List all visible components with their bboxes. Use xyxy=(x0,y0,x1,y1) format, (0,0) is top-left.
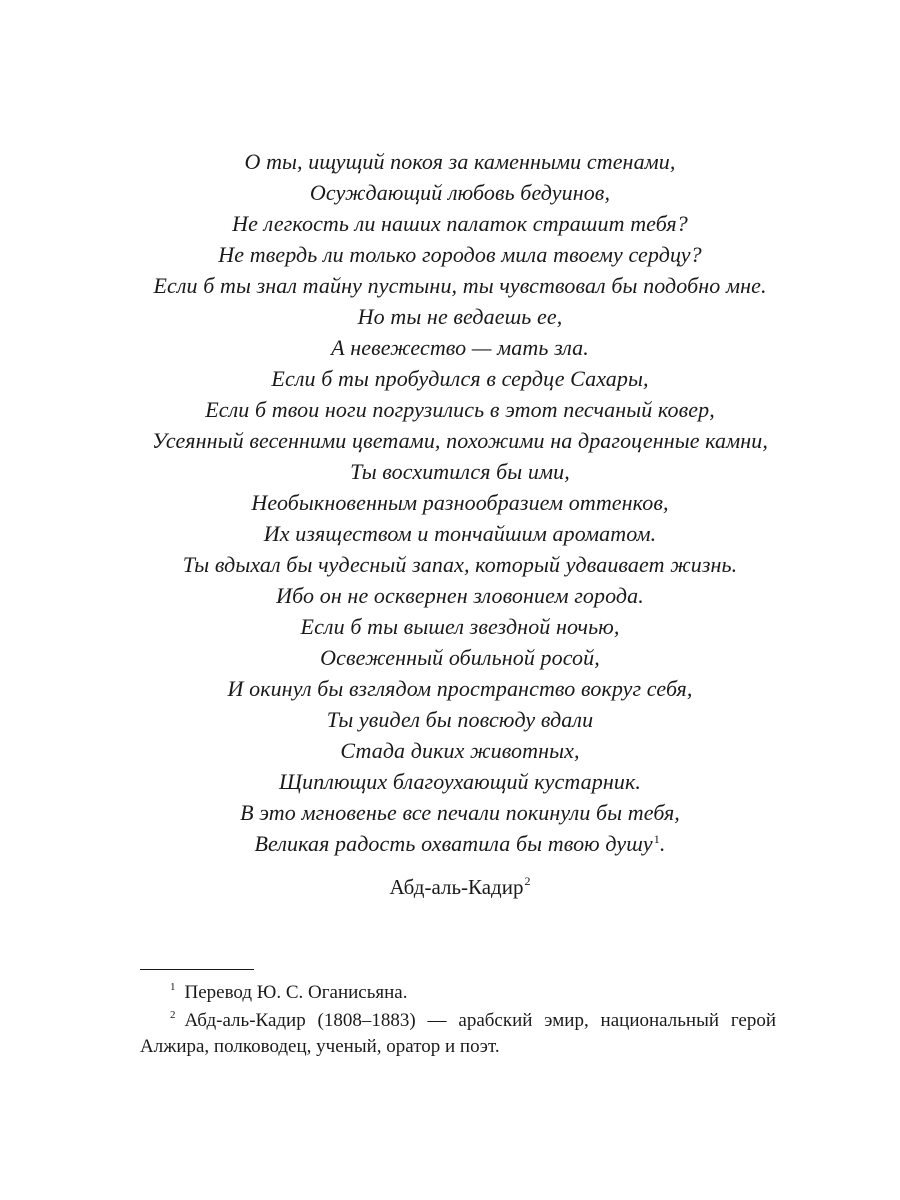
poem-line: Их изяществом и тончайшим ароматом. xyxy=(263,521,657,546)
poem-line: Ты восхитился бы ими, xyxy=(350,459,570,484)
footnote-number: 1 xyxy=(170,981,176,993)
footnote-divider xyxy=(140,969,254,970)
footnote-ref[interactable]: 2 xyxy=(524,874,531,888)
poem-line-text: Великая радость охватила бы твою душу xyxy=(254,831,653,856)
poem-line: Осуждающий любовь бедуинов, xyxy=(309,180,611,205)
footnote xyxy=(140,1008,776,1060)
footnote-number: 2 xyxy=(170,1009,176,1021)
poem-line: Освеженный обильной росой, xyxy=(320,645,600,670)
poem-line: И окинул бы взглядом пространство вокруг себя, xyxy=(227,676,693,701)
footnote xyxy=(140,980,776,1006)
poem-line: Ты увидел бы повсюду вдали xyxy=(326,707,594,732)
poem-line: Не твердь ли только городов мила твоему сердцу? xyxy=(218,242,702,267)
footnote-ref[interactable]: 1 xyxy=(653,832,660,846)
poem-line: А невежество — мать зла. xyxy=(331,335,589,360)
poem-line: Если б твои ноги погрузились в этот песчаный ковер, xyxy=(205,397,715,422)
poem-line: Усеянный весенними цветами, похожими на драгоценные камни, xyxy=(152,428,768,453)
poem-author xyxy=(100,873,820,901)
poem-line: Щиплющих благоухающий кустарник. xyxy=(279,769,641,794)
poem-line: Если б ты вышел звездной ночью, xyxy=(300,614,620,639)
poem-line-end: . xyxy=(659,831,666,856)
poem-line: Если б ты знал тайну пустыни, ты чувствовал бы подобно мне. xyxy=(153,273,767,298)
poem xyxy=(100,146,820,859)
footnote-text: Перевод Ю. С. Оганисьяна. xyxy=(184,982,408,1003)
poem-line: Необыкновенным разнообразием оттенков, xyxy=(251,490,669,515)
poem-line: Ибо он не осквернен зловонием города. xyxy=(276,583,644,608)
author-name: Абд-аль-Кадир xyxy=(389,875,524,899)
poem-line: О ты, ищущий покоя за каменными стенами, xyxy=(244,149,676,174)
poem-line: Не легкость ли наших палаток страшит тебя? xyxy=(232,211,688,236)
poem-line: Стада диких животных, xyxy=(340,738,580,763)
poem-last-line xyxy=(100,828,820,859)
poem-line: Ты вдыхал бы чудесный запах, который удваивает жизнь. xyxy=(182,552,738,577)
poem-line: Если б ты пробудился в сердце Сахары, xyxy=(271,366,649,391)
poem-line: Но ты не ведаешь ее, xyxy=(357,304,563,329)
footnotes xyxy=(140,980,776,1062)
footnote-text: Абд-аль-Кадир (1808–1883) — арабский эмир, национальный герой Алжира, полководец, ученый, оратор и поэт. xyxy=(140,1010,776,1057)
poem-line: В это мгновенье все печали покинули бы тебя, xyxy=(240,800,680,825)
